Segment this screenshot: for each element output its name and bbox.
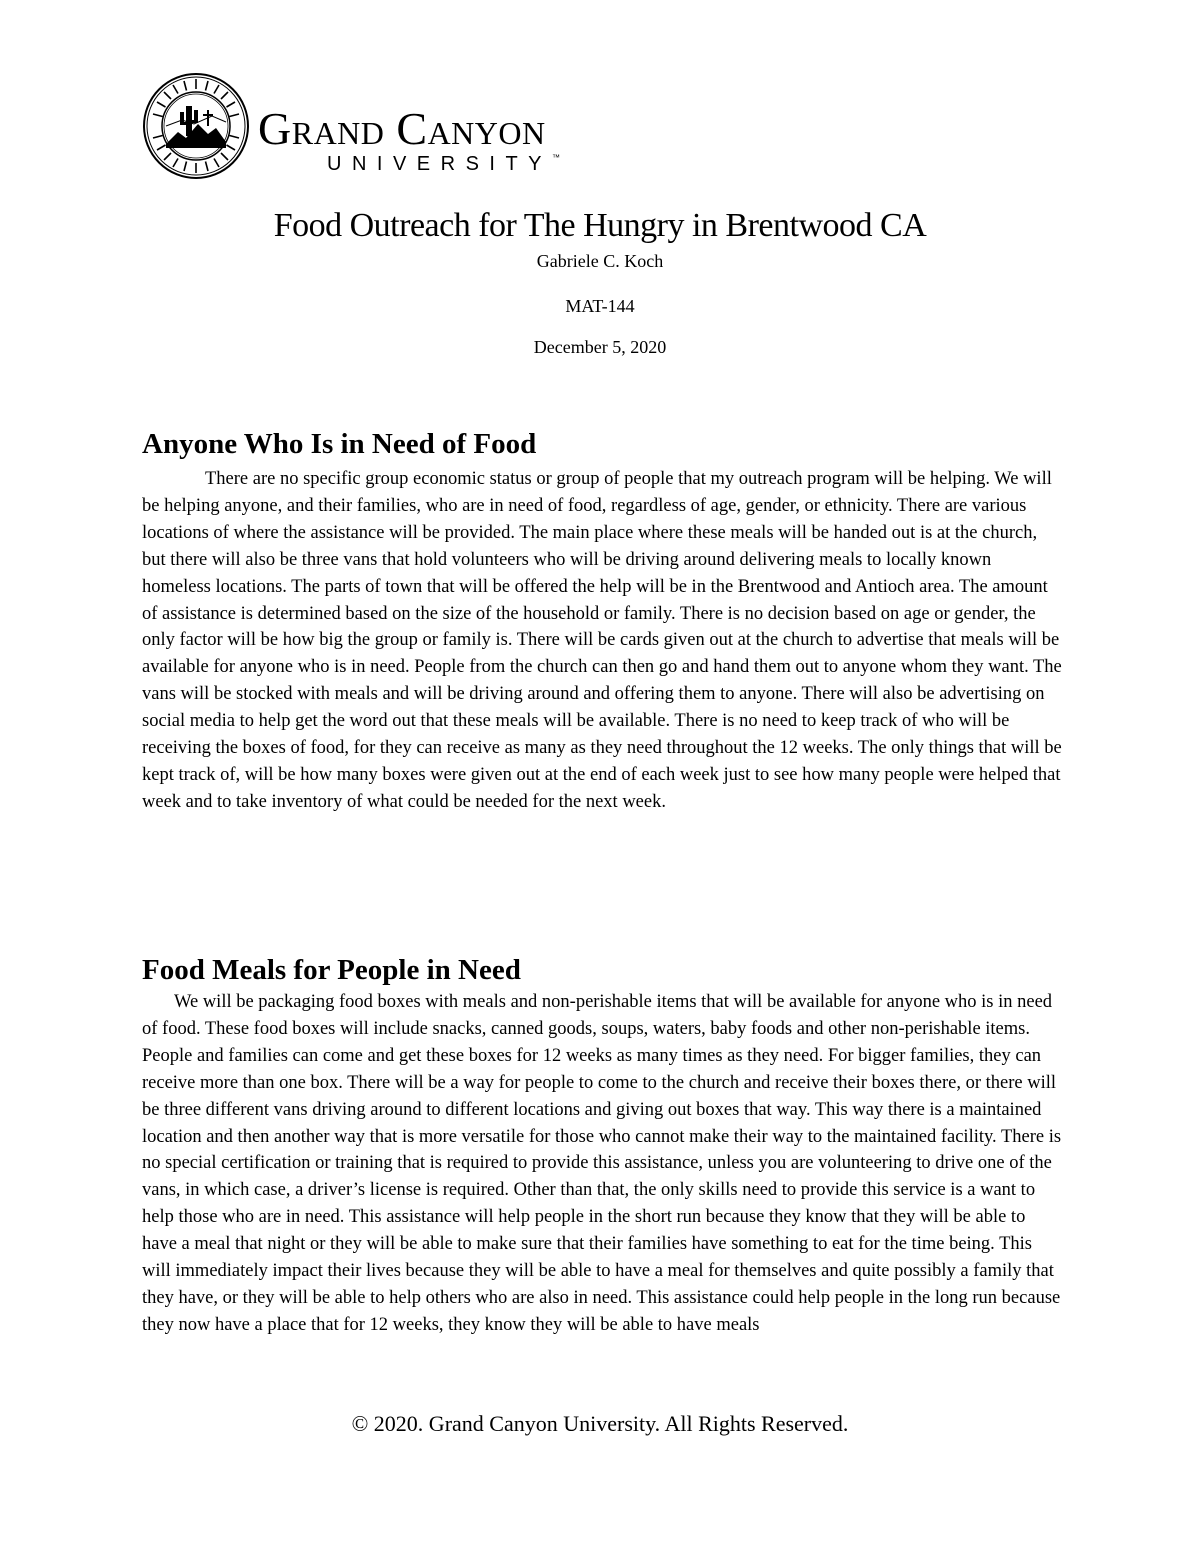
logo-wordmark: Grand Canyon (258, 103, 546, 154)
document-date: December 5, 2020 (533, 337, 667, 357)
section-heading: Food Meals for People in Need (142, 954, 521, 986)
section-paragraph: We will be packaging food boxes with meals and non-perishable items that will be available for anyone who is in need of food. These food boxes will include snacks, canned goods, soups, waters, baby foods and other non-perishable items. People and families can come and get these boxes for 12 weeks as many times as they need. For bigger families, they can receive more than one box. There will be a way for people to come to the church and receive their boxes there, or there will be three different vans driving around to different locations and giving out boxes that way. This way there is a maintained location and then another way that is more versatile for those who cannot make their way to the maintained facility. There is no special certification or training that is required to provide this assistance, unless you are volunteering to drive one of the vans, in which case, a driver’s license is required. Other than that, the only skills need to provide this service is a want to help those who are in need. This assistance will help people in the short run because they know that they will be able to have a meal that night or they will be able to make sure that their families have something to eat for the time being. This will immediately impact their lives because they will be able to have a meal for themselves and quite possibly a family that they have, or they will be able to help others who are also in need. This assistance could help people in the long run because they now have a place that for 12 weeks, they know they will be able to have meals (142, 992, 1062, 1335)
university-logo (142, 72, 622, 182)
copyright-footer: © 2020. Grand Canyon University. All Rights Reserved. (351, 1411, 849, 1436)
section-heading: Anyone Who Is in Need of Food (142, 428, 537, 460)
trademark-symbol: ™ (552, 153, 561, 162)
document-author: Gabriele C. Koch (536, 251, 664, 271)
logo-wordmark-sub: UNIVERSITY™ (327, 153, 561, 175)
section-paragraph: There are no specific group economic status or group of people that my outreach program will be helping. We will be helping anyone, and their families, who are in need of food, regardless of age, gender, or ethnicity. There are various locations of where the assistance will be provided. The main place where these meals will be handed out is at the church, but there will also be three vans that hold volunteers who will be driving around delivering meals to locally known homeless locations. The parts of town that will be offered the help will be in the Brentwood and Antioch area. The amount of assistance is determined based on the size of the household or family. There is no decision based on age or gender, the only factor will be how big the group or family is. There will be cards given out at the church to advertise that meals will be available for anyone who is in need. People from the church can then go and hand them out to anyone whom they want. The vans will be stocked with meals and will be driving around and offering them to anyone. There will also be advertising on social media to help get the word out that these meals will be available. There is no need to keep track of who will be receiving the boxes of food, for they can receive as many as they need throughout the 12 weeks. The only things that will be kept track of, will be how many boxes were given out at the end of each week just to see how many people were helped that week and to take inventory of what could be needed for the next week. (142, 469, 1062, 812)
document-title: Food Outreach for The Hungry in Brentwood CA (273, 207, 927, 244)
university-seal-icon (142, 72, 250, 180)
document-course: MAT-144 (565, 296, 635, 316)
